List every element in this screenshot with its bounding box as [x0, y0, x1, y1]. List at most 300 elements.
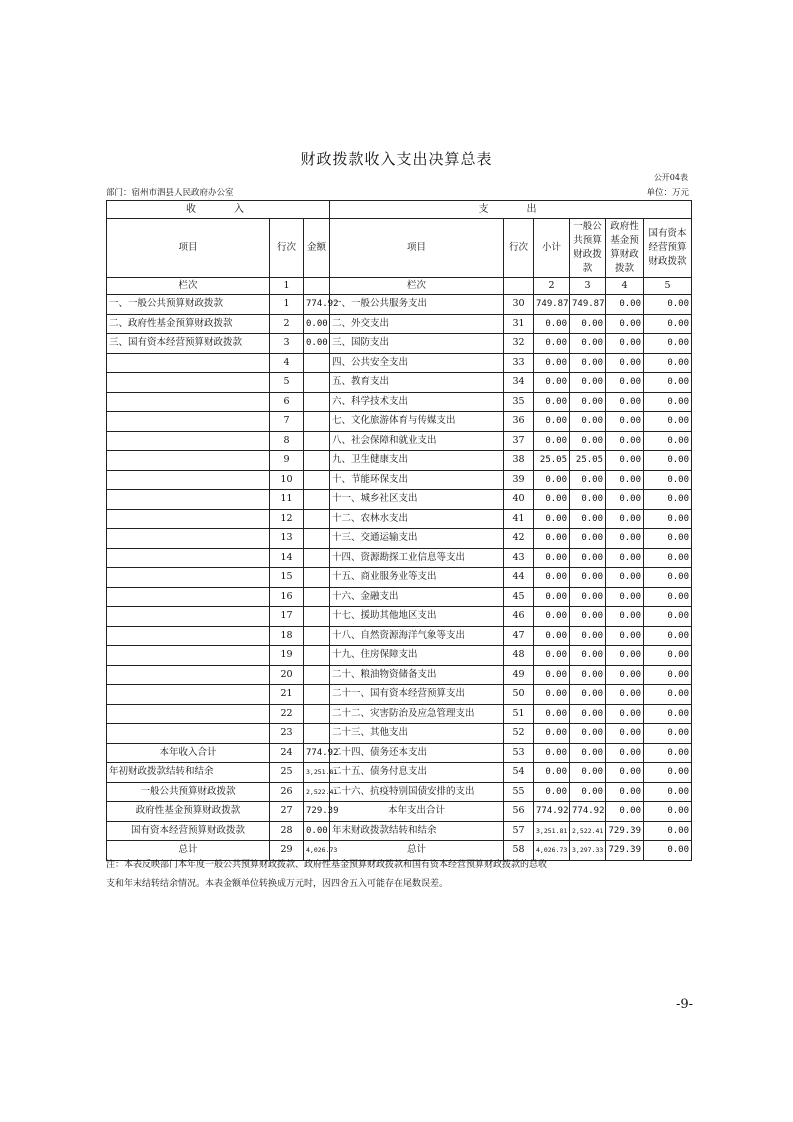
- table-row: [107, 587, 692, 607]
- col-index-cell: [504, 278, 534, 295]
- expense-item-cell: 年末财政拨款结转和结余: [330, 821, 504, 841]
- expense-item-cell: 六、科学技术支出: [330, 392, 504, 412]
- footnote-line-2: 支和年末结转结余情况。本表金额单位转换成万元时，因四舍五入可能存在尾数误差。: [106, 879, 449, 889]
- income-row-no-cell: 22: [270, 704, 304, 724]
- expense-section-header: 支 出: [330, 201, 692, 219]
- income-amount-cell: [304, 568, 330, 588]
- gov-fund-cell: 0.00: [606, 431, 644, 451]
- income-amount-cell: 0.00: [304, 821, 330, 841]
- table-row: [107, 392, 692, 412]
- state-capital-cell: 0.00: [644, 353, 692, 373]
- table-row: [107, 314, 692, 334]
- state-capital-cell: 0.00: [644, 821, 692, 841]
- expense-item-cell: 十六、金融支出: [330, 587, 504, 607]
- table-row: [107, 529, 692, 549]
- column-index-row: [107, 278, 692, 295]
- general-budget-cell: 0.00: [570, 782, 606, 802]
- table-row: [107, 548, 692, 568]
- general-budget-header: 一般公共预算财政拨款: [570, 219, 606, 278]
- expense-item-cell: 七、文化旅游体育与传媒支出: [330, 412, 504, 432]
- income-amount-cell: 2,522.41: [304, 782, 330, 802]
- general-budget-cell: 3,297.33: [570, 841, 606, 861]
- col-index-cell: [304, 278, 330, 295]
- expense-item-cell: 二十四、债务还本支出: [330, 743, 504, 763]
- expense-row-no-cell: 41: [504, 509, 534, 529]
- subtotal-cell: 0.00: [534, 724, 570, 744]
- income-amount-cell: [304, 587, 330, 607]
- subtotal-cell: 774.92: [534, 802, 570, 822]
- table-row: [107, 763, 692, 783]
- income-amount-cell: [304, 607, 330, 627]
- state-capital-cell: 0.00: [644, 607, 692, 627]
- expense-item-cell: 八、社会保障和就业支出: [330, 431, 504, 451]
- expense-row-no-cell: 58: [504, 841, 534, 861]
- income-section-header: 收 入: [107, 201, 330, 219]
- income-amount-cell: [304, 373, 330, 393]
- income-amount-cell: [304, 665, 330, 685]
- state-capital-cell: 0.00: [644, 724, 692, 744]
- subtotal-cell: 0.00: [534, 529, 570, 549]
- footnote: [106, 856, 706, 894]
- income-amount-cell: 729.39: [304, 802, 330, 822]
- table-row: [107, 802, 692, 822]
- income-amount-cell: 0.00: [304, 314, 330, 334]
- state-capital-cell: 0.00: [644, 763, 692, 783]
- expense-row-no-cell: 45: [504, 587, 534, 607]
- general-budget-cell: 0.00: [570, 763, 606, 783]
- expense-row-no-cell: 52: [504, 724, 534, 744]
- expense-item-cell: 二十一、国有资本经营预算支出: [330, 685, 504, 705]
- subtotal-header: 小计: [534, 219, 570, 278]
- income-item-cell: [107, 607, 270, 627]
- state-capital-cell: 0.00: [644, 431, 692, 451]
- expense-item-cell: 十四、资源勘探工业信息等支出: [330, 548, 504, 568]
- general-budget-cell: 0.00: [570, 607, 606, 627]
- subtotal-cell: 0.00: [534, 490, 570, 510]
- subtotal-cell: 0.00: [534, 392, 570, 412]
- income-amount-cell: [304, 685, 330, 705]
- income-item-cell: [107, 665, 270, 685]
- gov-fund-cell: 0.00: [606, 353, 644, 373]
- income-amount-cell: [304, 451, 330, 471]
- expense-item-cell: 二十二、灾害防治及应急管理支出: [330, 704, 504, 724]
- subtotal-cell: 0.00: [534, 470, 570, 490]
- income-item-header: 项目: [107, 219, 270, 278]
- income-item-cell: 一般公共预算财政拨款: [107, 782, 270, 802]
- income-amount-cell: [304, 412, 330, 432]
- income-item-cell: [107, 431, 270, 451]
- general-budget-cell: 0.00: [570, 412, 606, 432]
- table-row: [107, 431, 692, 451]
- general-budget-cell: 0.00: [570, 314, 606, 334]
- income-item-cell: [107, 724, 270, 744]
- subtotal-cell: 0.00: [534, 704, 570, 724]
- table-row: [107, 490, 692, 510]
- gov-fund-cell: 0.00: [606, 685, 644, 705]
- income-row-no-cell: 13: [270, 529, 304, 549]
- general-budget-cell: 0.00: [570, 548, 606, 568]
- general-budget-cell: 0.00: [570, 334, 606, 354]
- income-item-cell: [107, 412, 270, 432]
- income-amount-cell: [304, 431, 330, 451]
- subtotal-cell: 0.00: [534, 685, 570, 705]
- table-row: [107, 626, 692, 646]
- gov-fund-cell: 0.00: [606, 724, 644, 744]
- subtotal-cell: 3,251.81: [534, 821, 570, 841]
- gov-fund-cell: 0.00: [606, 782, 644, 802]
- income-item-cell: 三、国有资本经营预算财政拨款: [107, 334, 270, 354]
- income-row-no-cell: 18: [270, 626, 304, 646]
- expense-row-no-cell: 48: [504, 646, 534, 666]
- state-capital-cell: 0.00: [644, 490, 692, 510]
- state-capital-cell: 0.00: [644, 529, 692, 549]
- state-capital-cell: 0.00: [644, 841, 692, 861]
- form-number: 公开04表: [653, 173, 688, 182]
- table-row: [107, 704, 692, 724]
- general-budget-cell: 0.00: [570, 470, 606, 490]
- income-row-no-cell: 1: [270, 295, 304, 315]
- expense-row-no-cell: 50: [504, 685, 534, 705]
- expense-item-header: 项目: [330, 219, 504, 278]
- gov-fund-cell: 0.00: [606, 334, 644, 354]
- expense-item-cell: 四、公共安全支出: [330, 353, 504, 373]
- table-row: [107, 470, 692, 490]
- gov-fund-cell: 0.00: [606, 607, 644, 627]
- income-item-cell: [107, 685, 270, 705]
- general-budget-cell: 0.00: [570, 353, 606, 373]
- state-capital-cell: 0.00: [644, 509, 692, 529]
- income-row-no-cell: 24: [270, 743, 304, 763]
- gov-fund-cell: 0.00: [606, 704, 644, 724]
- table-row: [107, 568, 692, 588]
- subtotal-cell: 0.00: [534, 373, 570, 393]
- income-row-no-cell: 20: [270, 665, 304, 685]
- table-row: [107, 295, 692, 315]
- expense-item-cell: 十三、交通运输支出: [330, 529, 504, 549]
- income-amount-cell: [304, 490, 330, 510]
- general-budget-cell: 0.00: [570, 529, 606, 549]
- state-capital-cell: 0.00: [644, 451, 692, 471]
- gov-fund-cell: 0.00: [606, 529, 644, 549]
- income-row-no-cell: 12: [270, 509, 304, 529]
- income-row-no-cell: 6: [270, 392, 304, 412]
- expense-item-cell: 二十六、抗疫特别国债安排的支出: [330, 782, 504, 802]
- financial-table: [106, 200, 692, 861]
- subtotal-cell: 4,026.73: [534, 841, 570, 861]
- expense-item-cell: 五、教育支出: [330, 373, 504, 393]
- general-budget-cell: 774.92: [570, 802, 606, 822]
- state-capital-cell: 0.00: [644, 412, 692, 432]
- gov-fund-cell: 0.00: [606, 295, 644, 315]
- income-amount-cell: [304, 548, 330, 568]
- expense-item-cell: 九、卫生健康支出: [330, 451, 504, 471]
- general-budget-cell: 0.00: [570, 392, 606, 412]
- subtotal-cell: 0.00: [534, 412, 570, 432]
- income-amount-cell: 774.92: [304, 743, 330, 763]
- general-budget-cell: 0.00: [570, 685, 606, 705]
- income-item-cell: [107, 704, 270, 724]
- table-row: [107, 821, 692, 841]
- expense-row-no-cell: 32: [504, 334, 534, 354]
- income-item-cell: [107, 568, 270, 588]
- expense-row-no-cell: 44: [504, 568, 534, 588]
- gov-fund-cell: 0.00: [606, 665, 644, 685]
- table-row: [107, 724, 692, 744]
- income-row-no-cell: 5: [270, 373, 304, 393]
- general-budget-cell: 0.00: [570, 626, 606, 646]
- state-capital-cell: 0.00: [644, 665, 692, 685]
- income-item-cell: 本年收入合计: [107, 743, 270, 763]
- general-budget-cell: 25.05: [570, 451, 606, 471]
- table-row: [107, 509, 692, 529]
- expense-row-no-cell: 35: [504, 392, 534, 412]
- gov-fund-cell: 0.00: [606, 392, 644, 412]
- income-row-no-cell: 16: [270, 587, 304, 607]
- expense-item-cell: 十一、城乡社区支出: [330, 490, 504, 510]
- income-row-no-cell: 3: [270, 334, 304, 354]
- subtotal-cell: 0.00: [534, 314, 570, 334]
- expense-row-no-cell: 42: [504, 529, 534, 549]
- general-budget-cell: 0.00: [570, 431, 606, 451]
- general-budget-cell: 0.00: [570, 587, 606, 607]
- income-amount-cell: [304, 392, 330, 412]
- table-row: [107, 646, 692, 666]
- state-capital-cell: 0.00: [644, 704, 692, 724]
- gov-fund-cell: 0.00: [606, 451, 644, 471]
- subtotal-cell: 0.00: [534, 509, 570, 529]
- income-row-no-cell: 25: [270, 763, 304, 783]
- gov-fund-cell: 0.00: [606, 490, 644, 510]
- income-item-cell: [107, 392, 270, 412]
- col-index-cell: 3: [570, 278, 606, 295]
- expense-item-cell: 十二、农林水支出: [330, 509, 504, 529]
- table-row: [107, 412, 692, 432]
- income-amount-cell: [304, 529, 330, 549]
- state-capital-cell: 0.00: [644, 587, 692, 607]
- subtotal-cell: 0.00: [534, 743, 570, 763]
- income-amount-cell: 4,026.73: [304, 841, 330, 861]
- income-item-cell: [107, 470, 270, 490]
- income-amount-cell: [304, 724, 330, 744]
- subtotal-cell: 0.00: [534, 353, 570, 373]
- subtotal-cell: 0.00: [534, 763, 570, 783]
- expense-item-cell: 本年支出合计: [330, 802, 504, 822]
- subtotal-cell: 25.05: [534, 451, 570, 471]
- general-budget-cell: 0.00: [570, 704, 606, 724]
- income-item-cell: [107, 353, 270, 373]
- income-item-cell: [107, 451, 270, 471]
- subtotal-cell: 0.00: [534, 607, 570, 627]
- gov-fund-cell: 0.00: [606, 763, 644, 783]
- subtotal-cell: 0.00: [534, 665, 570, 685]
- income-row-no-cell: 10: [270, 470, 304, 490]
- income-row-no-cell: 19: [270, 646, 304, 666]
- gov-fund-cell: 0.00: [606, 314, 644, 334]
- general-budget-cell: 0.00: [570, 373, 606, 393]
- col-index-cell: 2: [534, 278, 570, 295]
- unit-label: 单位：万元: [646, 188, 689, 198]
- subtotal-cell: 0.00: [534, 782, 570, 802]
- table-row: [107, 607, 692, 627]
- income-item-cell: 二、政府性基金预算财政拨款: [107, 314, 270, 334]
- table-row: [107, 685, 692, 705]
- page-number: -9-: [675, 997, 693, 1012]
- income-amount-cell: [304, 626, 330, 646]
- income-row-no-cell: 26: [270, 782, 304, 802]
- income-row-no-cell: 15: [270, 568, 304, 588]
- expense-item-cell: 三、国防支出: [330, 334, 504, 354]
- general-budget-cell: 0.00: [570, 490, 606, 510]
- col-index-cell: 4: [606, 278, 644, 295]
- state-capital-cell: 0.00: [644, 295, 692, 315]
- gov-fund-cell: 0.00: [606, 548, 644, 568]
- expense-row-no-cell: 53: [504, 743, 534, 763]
- expense-row-no-header: 行次: [504, 219, 534, 278]
- state-capital-cell: 0.00: [644, 743, 692, 763]
- income-row-no-header: 行次: [270, 219, 304, 278]
- general-budget-cell: 749.87: [570, 295, 606, 315]
- state-capital-cell: 0.00: [644, 685, 692, 705]
- gov-fund-cell: 0.00: [606, 509, 644, 529]
- gov-fund-cell: 0.00: [606, 412, 644, 432]
- expense-row-no-cell: 49: [504, 665, 534, 685]
- gov-fund-cell: 729.39: [606, 841, 644, 861]
- general-budget-cell: 0.00: [570, 568, 606, 588]
- income-amount-cell: [304, 353, 330, 373]
- income-item-cell: [107, 548, 270, 568]
- state-capital-cell: 0.00: [644, 646, 692, 666]
- gov-fund-cell: 0.00: [606, 587, 644, 607]
- table-row: [107, 451, 692, 471]
- income-item-cell: 政府性基金预算财政拨款: [107, 802, 270, 822]
- expense-item-cell: 十七、援助其他地区支出: [330, 607, 504, 627]
- income-row-no-cell: 28: [270, 821, 304, 841]
- gov-fund-cell: 0.00: [606, 626, 644, 646]
- income-item-cell: [107, 626, 270, 646]
- footnote-line-1: 注：本表反映部门本年度一般公共预算财政拨款、政府性基金预算财政拨款和国有资本经营预算财政拨款的总收: [106, 860, 548, 870]
- gov-fund-cell: 0.00: [606, 568, 644, 588]
- income-row-no-cell: 9: [270, 451, 304, 471]
- expense-item-cell: 总计: [330, 841, 504, 861]
- table-row: [107, 743, 692, 763]
- income-row-no-cell: 4: [270, 353, 304, 373]
- state-capital-cell: 0.00: [644, 470, 692, 490]
- expense-item-cell: 二、外交支出: [330, 314, 504, 334]
- income-row-no-cell: 8: [270, 431, 304, 451]
- income-amount-cell: 774.92: [304, 295, 330, 315]
- income-amount-cell: [304, 646, 330, 666]
- gov-fund-cell: 0.00: [606, 373, 644, 393]
- gov-fund-cell: 0.00: [606, 802, 644, 822]
- state-capital-cell: 0.00: [644, 392, 692, 412]
- income-row-no-cell: 7: [270, 412, 304, 432]
- table-row: [107, 334, 692, 354]
- expense-row-no-cell: 38: [504, 451, 534, 471]
- income-item-cell: 年初财政拨款结转和结余: [107, 763, 270, 783]
- income-amount-cell: [304, 470, 330, 490]
- subtotal-cell: 749.87: [534, 295, 570, 315]
- income-amount-cell: 0.00: [304, 334, 330, 354]
- income-item-cell: 一、一般公共预算财政拨款: [107, 295, 270, 315]
- expense-row-no-cell: 33: [504, 353, 534, 373]
- col-index-cell: 栏次: [107, 278, 270, 295]
- state-capital-cell: 0.00: [644, 802, 692, 822]
- expense-item-cell: 十、节能环保支出: [330, 470, 504, 490]
- income-amount-cell: [304, 509, 330, 529]
- state-capital-cell: 0.00: [644, 373, 692, 393]
- expense-row-no-cell: 46: [504, 607, 534, 627]
- income-item-cell: [107, 490, 270, 510]
- expense-row-no-cell: 57: [504, 821, 534, 841]
- expense-row-no-cell: 36: [504, 412, 534, 432]
- expense-item-cell: 二十、粮油物资储备支出: [330, 665, 504, 685]
- expense-row-no-cell: 30: [504, 295, 534, 315]
- general-budget-cell: 0.00: [570, 724, 606, 744]
- state-capital-cell: 0.00: [644, 626, 692, 646]
- income-item-cell: [107, 587, 270, 607]
- table-row: [107, 782, 692, 802]
- col-index-cell: 5: [644, 278, 692, 295]
- income-item-cell: [107, 646, 270, 666]
- expense-item-cell: 十八、自然资源海洋气象等支出: [330, 626, 504, 646]
- expense-row-no-cell: 40: [504, 490, 534, 510]
- income-item-cell: [107, 529, 270, 549]
- subtotal-cell: 0.00: [534, 646, 570, 666]
- expense-row-no-cell: 39: [504, 470, 534, 490]
- income-row-no-cell: 21: [270, 685, 304, 705]
- state-capital-cell: 0.00: [644, 314, 692, 334]
- subtotal-cell: 0.00: [534, 568, 570, 588]
- expense-item-cell: 十五、商业服务业等支出: [330, 568, 504, 588]
- expense-row-no-cell: 47: [504, 626, 534, 646]
- table-row: [107, 353, 692, 373]
- table-row: [107, 665, 692, 685]
- expense-row-no-cell: 34: [504, 373, 534, 393]
- income-item-cell: 国有资本经营预算财政拨款: [107, 821, 270, 841]
- gov-fund-cell: 0.00: [606, 646, 644, 666]
- col-index-cell: 栏次: [330, 278, 504, 295]
- state-capital-cell: 0.00: [644, 568, 692, 588]
- expense-row-no-cell: 43: [504, 548, 534, 568]
- table-row: [107, 373, 692, 393]
- expense-item-cell: 二十三、其他支出: [330, 724, 504, 744]
- expense-item-cell: 十九、住房保障支出: [330, 646, 504, 666]
- state-capital-cell: 0.00: [644, 334, 692, 354]
- subtotal-cell: 0.00: [534, 431, 570, 451]
- col-index-cell: 1: [270, 278, 304, 295]
- income-row-no-cell: 2: [270, 314, 304, 334]
- general-budget-cell: 0.00: [570, 509, 606, 529]
- income-item-cell: [107, 373, 270, 393]
- income-row-no-cell: 17: [270, 607, 304, 627]
- expense-row-no-cell: 55: [504, 782, 534, 802]
- expense-row-no-cell: 56: [504, 802, 534, 822]
- general-budget-cell: 0.00: [570, 743, 606, 763]
- subtotal-cell: 0.00: [534, 626, 570, 646]
- income-amount-cell: [304, 704, 330, 724]
- expense-row-no-cell: 51: [504, 704, 534, 724]
- gov-fund-header: 政府性基金预算财政拨款: [606, 219, 644, 278]
- expense-row-no-cell: 37: [504, 431, 534, 451]
- state-capital-cell: 0.00: [644, 548, 692, 568]
- income-row-no-cell: 14: [270, 548, 304, 568]
- general-budget-cell: 0.00: [570, 665, 606, 685]
- state-capital-cell: 0.00: [644, 782, 692, 802]
- income-item-cell: 总计: [107, 841, 270, 861]
- general-budget-cell: 0.00: [570, 646, 606, 666]
- income-amount-cell: 3,251.81: [304, 763, 330, 783]
- gov-fund-cell: 0.00: [606, 470, 644, 490]
